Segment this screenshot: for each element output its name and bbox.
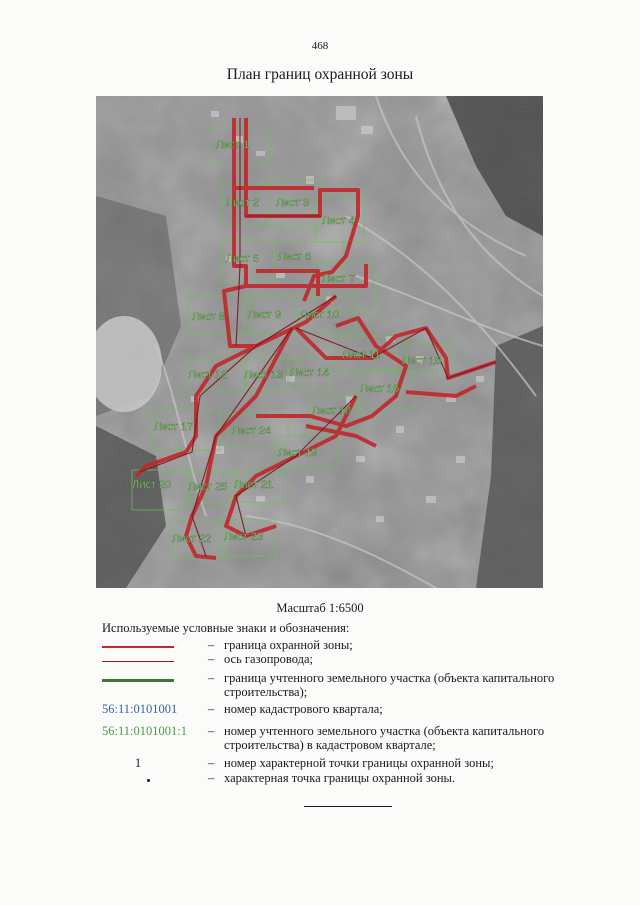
aerial-map[interactable] <box>96 96 543 588</box>
sheet-label-17: Лист 17 <box>154 421 194 433</box>
legend-symbol-green <box>102 679 174 682</box>
legend-row-land-plot-number <box>0 724 640 756</box>
page-title: План границ охранной зоны <box>226 66 414 83</box>
legend-symbol-point-number: 1 <box>134 756 142 770</box>
legend-text-land-plot: граница учтенного земельного участка (объекта капитального строительства); <box>224 671 555 699</box>
sheet-label-24: Лист 24 <box>232 425 272 437</box>
legend-symbol-red-wide <box>102 646 174 648</box>
sheet-label-19: Лист 19 <box>278 447 318 459</box>
bottom-rule <box>304 806 392 807</box>
sheet-label-13: Лист 13 <box>244 369 284 381</box>
point-dot-icon <box>147 779 150 782</box>
legend-dash: – <box>208 671 215 685</box>
legend-text-pipeline: ось газопровода; <box>224 652 314 666</box>
legend-dash: – <box>208 702 215 716</box>
sheet-label-6: Лист 6 <box>278 251 312 263</box>
sheet-label-7: Лист 7 <box>322 273 356 285</box>
legend-heading: Используемые условные знаки и обозначения: <box>102 621 350 635</box>
sheet-label-9: Лист 9 <box>248 309 282 321</box>
legend-row-pipeline <box>0 652 640 668</box>
sheet-label-3: Лист 3 <box>276 197 310 209</box>
legend-text-land-plot-number: номер учтенного земельного участка (объекта капитального строительства) в кадастровом квартале; <box>224 724 545 752</box>
sheet-label-4: Лист 4 <box>322 215 356 227</box>
sheet-label-10: Лист 10 <box>300 309 340 321</box>
sheet-label-2: Лист 2 <box>226 197 260 209</box>
sheet-label-14: Лист 14 <box>290 367 330 379</box>
legend-dash: – <box>208 724 215 738</box>
sheet-label-20: Лист 20 <box>132 479 172 491</box>
sheet-label-11: Лист 11 <box>342 349 381 361</box>
legend-text-point: характерная точка границы охранной зоны. <box>224 771 456 785</box>
sheet-label-25: Лист 25 <box>188 481 228 493</box>
sheet-label-15: Лист 15 <box>402 355 442 367</box>
map-scale: Масштаб 1:6500 <box>276 601 364 615</box>
sheet-label-18: Лист 18 <box>312 405 352 417</box>
legend-row-cadastral-quarter <box>0 702 640 718</box>
legend-symbol-red-thin <box>102 661 174 662</box>
sheet-label-8: Лист 8 <box>192 311 226 323</box>
sheet-label-5: Лист 5 <box>226 253 260 265</box>
legend-dash: – <box>208 638 215 652</box>
photo-grain <box>96 96 543 588</box>
sheet-label-1: Лист 1 <box>216 139 250 151</box>
legend-row-land-plot <box>0 671 640 703</box>
legend-dash: – <box>208 652 215 666</box>
sheet-label-22: Лист 22 <box>172 533 212 545</box>
page-number: 468 <box>311 40 329 52</box>
legend-symbol-land-plot-number: 56:11:0101001:1 <box>102 724 187 738</box>
legend-row-point-number <box>0 756 640 772</box>
legend-symbol-point <box>102 771 174 782</box>
sheet-label-21: Лист 21 <box>234 479 274 491</box>
legend-text-cadastral-quarter: номер кадастрового квартала; <box>224 702 383 716</box>
legend-symbol-cadastral-quarter: 56:11:0101001 <box>102 702 178 716</box>
legend-text-protection-zone: граница охранной зоны; <box>224 638 353 652</box>
legend-text-point-number: номер характерной точки границы охранной зоны; <box>224 756 494 770</box>
legend-row-point <box>0 771 640 787</box>
map-canvas <box>96 96 543 588</box>
sheet-label-23: Лист 23 <box>224 531 264 543</box>
legend-dash: – <box>208 771 215 785</box>
sheet-label-12: Лист 12 <box>188 369 228 381</box>
legend-dash: – <box>208 756 215 770</box>
sheet-label-16: Лист 16 <box>360 383 400 395</box>
